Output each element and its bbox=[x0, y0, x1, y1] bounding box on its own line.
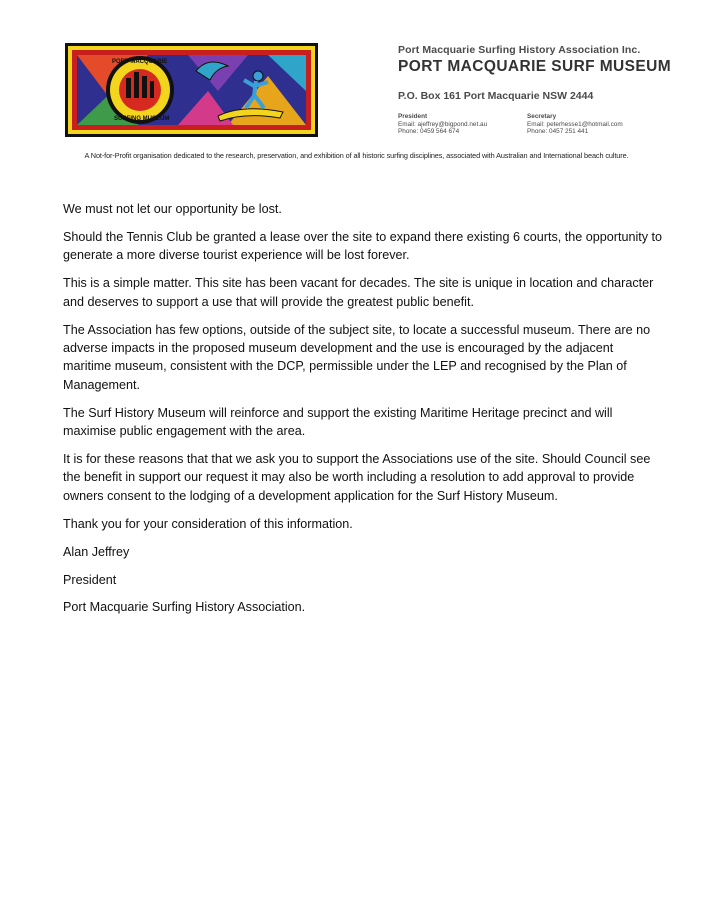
signoff-org: Port Macquarie Surfing History Association. bbox=[63, 600, 306, 615]
museum-name: PORT MACQUARIE SURF MUSEUM bbox=[398, 58, 672, 75]
secretary-contact bbox=[527, 113, 623, 136]
president-email: Email: ajeffrey@bigpond.net.au bbox=[398, 120, 488, 128]
org-tagline: A Not-for-Profit organisation dedicated to the research, preservation, and exhibition of all historic surfing disciplines, associated with Australian and International beach culture. bbox=[84, 151, 629, 160]
letter-paragraph: It is for these reasons that that we ask you to support the Associations use of the site. Should Council see the benefit in support our request it may also be worth including a resolution to add approval to provide owners consent to the lodging of a development application for the Surf History Museum. bbox=[63, 451, 651, 503]
secretary-role: Secretary bbox=[527, 113, 557, 120]
letter-paragraph: The Association has few options, outside of the subject site, to locate a successful museum. There are no adverse impacts in the proposed museum development and the use is encouraged by the adjacent maritime museum, consistent with the DCP, permissible under the LEP and recognised by the Plan of Management. bbox=[63, 322, 651, 392]
letter-paragraph: Should the Tennis Club be granted a lease over the site to expand there existing 6 courts, the opportunity to generate a more diverse tourist experience will be lost forever. bbox=[63, 229, 663, 263]
president-role: President bbox=[398, 113, 428, 120]
postal-address: P.O. Box 161 Port Macquarie NSW 2444 bbox=[398, 90, 594, 102]
letterhead bbox=[0, 0, 713, 170]
letter-body bbox=[63, 200, 663, 626]
org-full-name: Port Macquarie Surfing History Association Inc. bbox=[398, 44, 641, 56]
signoff-title: President bbox=[63, 572, 117, 587]
signoff-name: Alan Jeffrey bbox=[63, 544, 130, 559]
president-phone: Phone: 0459 564 674 bbox=[398, 128, 460, 136]
letter-paragraph: Thank you for your consideration of this information. bbox=[63, 516, 353, 531]
secretary-email: Email: peterhesse1@hotmail.com bbox=[527, 120, 623, 128]
letter-paragraph: We must not let our opportunity be lost. bbox=[63, 202, 282, 216]
logo-text-top: PORT MACQUARIE bbox=[112, 59, 168, 65]
president-contact bbox=[398, 113, 487, 136]
museum-logo bbox=[65, 43, 318, 137]
secretary-phone: Phone: 0457 251 441 bbox=[527, 128, 589, 136]
letter-paragraph: The Surf History Museum will reinforce and support the existing Maritime Heritage precinct and will maximise public engagement with the area. bbox=[63, 405, 613, 439]
letter-paragraph: This is a simple matter. This site has been vacant for decades. The site is unique in location and character and deserves to support a use that will provide the greatest public benefit. bbox=[63, 276, 654, 309]
logo-text-bottom: SURFING MUSEUM bbox=[114, 116, 170, 122]
